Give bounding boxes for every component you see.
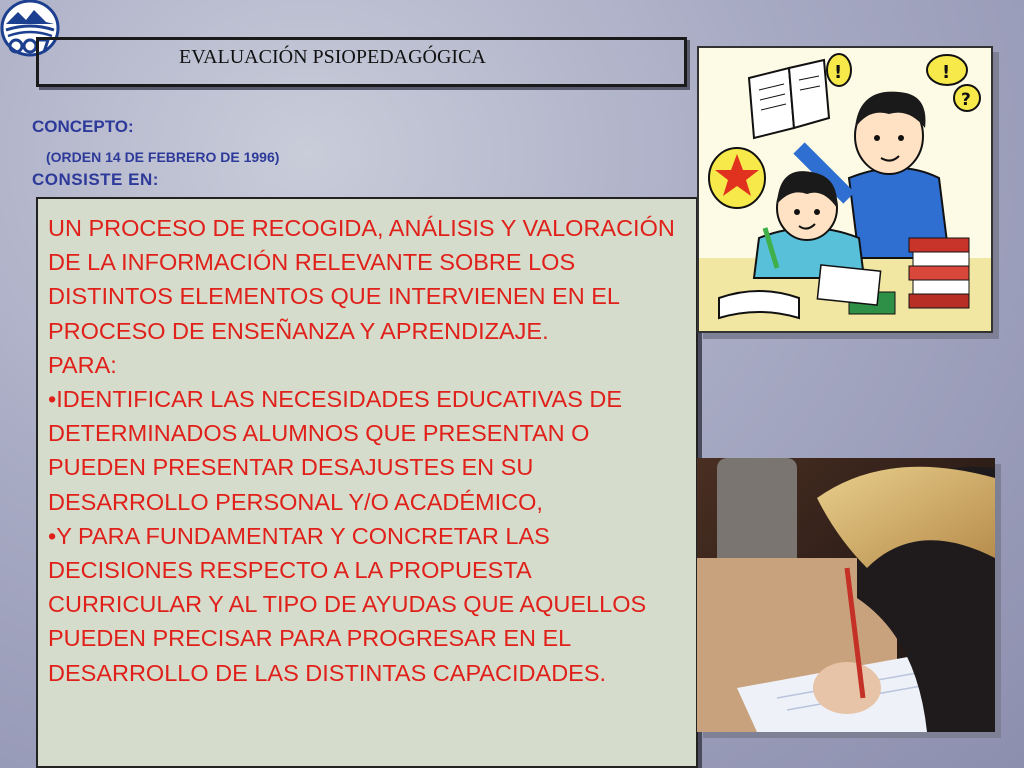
star-bubble-icon <box>709 148 765 208</box>
definition-panel <box>36 197 698 768</box>
title-box <box>36 37 687 87</box>
purpose-label: PARA: <box>48 351 117 378</box>
svg-text:!: ! <box>834 62 843 83</box>
svg-text:?: ? <box>961 90 971 110</box>
exclamation-bubble-icon <box>827 54 851 86</box>
svg-text:!: ! <box>942 62 951 83</box>
exclamation-bubble-icon <box>927 55 967 85</box>
students-cartoon-image <box>697 46 993 333</box>
order-reference: (ORDEN 14 DE FEBRERO DE 1996) <box>46 149 280 165</box>
bullet-item: •Y PARA FUNDAMENTAR Y CONCRETAR LAS DECISIONES RESPECTO A LA PROPUESTA CURRICULAR Y AL TIPO DE AYUDAS QUE AQUELLOS PUEDEN PRECISAR PARA PROGRESAR EN EL DESARROLLO DE LAS DISTINTAS CAPACIDADES. <box>48 522 647 686</box>
page-title: EVALUACIÓN PSIOPEDAGÓGICA <box>179 46 486 68</box>
student-writing-photo <box>697 458 995 732</box>
concept-label: CONCEPTO: <box>32 117 134 136</box>
definition-content <box>48 211 688 690</box>
definition-text: UN PROCESO DE RECOGIDA, ANÁLISIS Y VALORACIÓN DE LA INFORMACIÓN RELEVANTE SOBRE LOS DISTINTOS ELEMENTOS QUE INTERVIENEN EN EL PROCESO DE ENSEÑANZA Y APRENDIZAJE. <box>48 215 675 344</box>
consists-label: CONSISTE EN: <box>32 170 159 189</box>
bullet-item: •IDENTIFICAR LAS NECESIDADES EDUCATIVAS DE DETERMINADOS ALUMNOS QUE PRESENTAN O PUEDEN PRESENTAR DESAJUSTES EN SU DESARROLLO PERSONAL Y/O ACADÉMICO, <box>48 386 623 515</box>
question-bubble-icon <box>954 85 980 111</box>
